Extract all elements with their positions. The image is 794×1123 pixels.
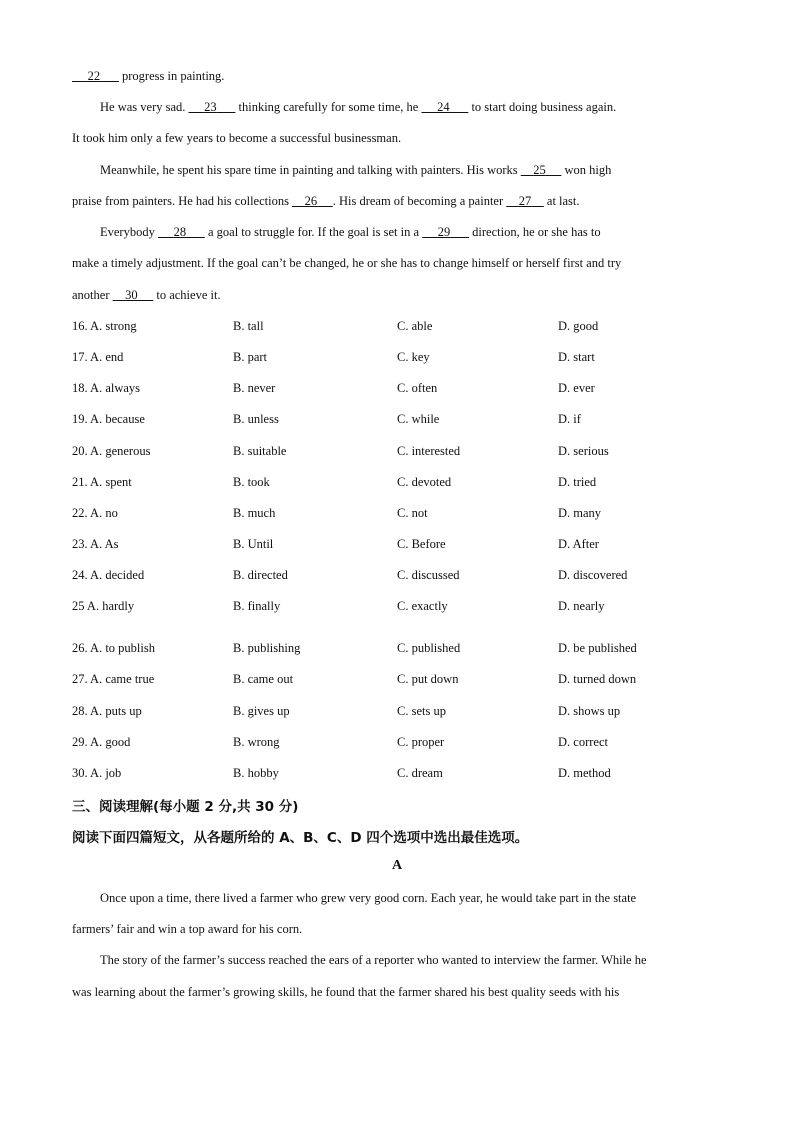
option-c[interactable]: C. key <box>397 350 430 364</box>
option-b[interactable]: B. publishing <box>233 641 301 655</box>
option-a[interactable]: 20. A. generous <box>72 444 151 458</box>
section-instruction: 阅读下面四篇短文，从各题所给的 A、B、C、D 四个选项中选出最佳选项。 <box>72 830 529 846</box>
blank-28[interactable]: 28 <box>173 225 187 239</box>
option-d[interactable]: D. good <box>558 319 599 333</box>
option-c[interactable]: C. often <box>397 381 438 395</box>
option-a[interactable]: 26. A. to publish <box>72 641 155 655</box>
option-b[interactable]: B. unless <box>233 412 279 426</box>
option-a[interactable]: 30. A. job <box>72 766 122 780</box>
option-a[interactable]: 21. A. spent <box>72 475 132 489</box>
option-a[interactable]: 25 A. hardly <box>72 599 135 613</box>
option-b[interactable]: B. much <box>233 506 276 520</box>
blank-24[interactable]: 24 <box>437 100 450 114</box>
option-a[interactable]: 18. A. always <box>72 381 141 395</box>
cloze-line: another 30 to achieve it. <box>72 288 221 302</box>
option-a[interactable]: 17. A. end <box>72 350 124 364</box>
option-d[interactable]: D. nearly <box>558 599 605 613</box>
section-title: 三、阅读理解(每小题 2 分,共 30 分) <box>72 799 299 815</box>
passage-line: The story of the farmer’s success reached the ears of a reporter who wanted to interview the farmer. While he <box>100 953 647 967</box>
option-b[interactable]: B. part <box>233 350 268 364</box>
option-d[interactable]: D. ever <box>558 381 595 395</box>
passage-line: Once upon a time, there lived a farmer who grew very good corn. Each year, he would take part in the state <box>100 891 637 905</box>
option-b[interactable]: B. finally <box>233 599 281 613</box>
option-b[interactable]: B. directed <box>233 568 288 582</box>
option-b[interactable]: B. never <box>233 381 276 395</box>
option-b[interactable]: B. wrong <box>233 735 280 749</box>
option-b[interactable]: B. gives up <box>233 704 290 718</box>
passage-line: was learning about the farmer’s growing skills, he found that the farmer shared his best quality seeds with his <box>72 985 620 999</box>
blank-27[interactable]: 27 <box>518 194 532 208</box>
passage-line: farmers’ fair and win a top award for his corn. <box>72 922 303 936</box>
option-a[interactable]: 24. A. decided <box>72 568 145 582</box>
option-a[interactable]: 22. A. no <box>72 506 118 520</box>
option-b[interactable]: B. hobby <box>233 766 279 780</box>
cloze-line: He was very sad. 23 thinking carefully for some time, he 24 to start doing business again. <box>100 100 617 114</box>
cloze-line: It took him only a few years to become a successful businessman. <box>72 131 402 145</box>
cloze-line: make a timely adjustment. If the goal can’t be changed, he or she has to change himself or herself first and try <box>72 256 622 270</box>
option-c[interactable]: C. dream <box>397 766 443 780</box>
option-c[interactable]: C. able <box>397 319 433 333</box>
option-c[interactable]: C. Before <box>397 537 446 551</box>
option-b[interactable]: B. suitable <box>233 444 287 458</box>
option-d[interactable]: D. correct <box>558 735 608 749</box>
option-d[interactable]: D. be published <box>558 641 637 655</box>
option-b[interactable]: B. came out <box>233 672 294 686</box>
blank-23[interactable]: 23 <box>204 100 217 114</box>
option-d[interactable]: D. After <box>558 537 599 551</box>
option-c[interactable]: C. published <box>397 641 461 655</box>
option-d[interactable]: D. discovered <box>558 568 628 582</box>
option-a[interactable]: 28. A. puts up <box>72 704 142 718</box>
option-a[interactable]: 16. A. strong <box>72 319 137 333</box>
blank-29[interactable]: 29 <box>437 225 451 239</box>
blank-26[interactable]: 26 <box>304 194 318 208</box>
option-d[interactable]: D. if <box>558 412 581 426</box>
option-c[interactable]: C. while <box>397 412 440 426</box>
option-b[interactable]: B. tall <box>233 319 264 333</box>
option-b[interactable]: B. Until <box>233 537 274 551</box>
option-d[interactable]: D. turned down <box>558 672 637 686</box>
option-c[interactable]: C. interested <box>397 444 461 458</box>
passage-label: A <box>391 858 403 873</box>
option-c[interactable]: C. sets up <box>397 704 446 718</box>
option-c[interactable]: C. not <box>397 506 428 520</box>
option-a[interactable]: 23. A. As <box>72 537 119 551</box>
cloze-line: Meanwhile, he spent his spare time in painting and talking with painters. His works 25 won high <box>100 163 612 177</box>
option-d[interactable]: D. shows up <box>558 704 621 718</box>
blank-30[interactable]: 30 <box>125 288 138 302</box>
cloze-line: Everybody 28 a goal to struggle for. If the goal is set in a 29 direction, he or she has to <box>100 225 601 239</box>
cloze-line: 22 progress in painting. <box>72 68 224 84</box>
blank-22[interactable]: 22 <box>87 69 101 83</box>
option-d[interactable]: D. method <box>558 766 611 780</box>
option-d[interactable]: D. many <box>558 506 602 520</box>
blank-25[interactable]: 25 <box>533 163 546 177</box>
option-c[interactable]: C. proper <box>397 735 445 749</box>
option-b[interactable]: B. took <box>233 475 270 489</box>
option-d[interactable]: D. tried <box>558 475 597 489</box>
option-a[interactable]: 19. A. because <box>72 412 145 426</box>
option-d[interactable]: D. start <box>558 350 595 364</box>
cloze-line: praise from painters. He had his collections 26 . His dream of becoming a painter 27 at last. <box>72 194 580 208</box>
option-c[interactable]: C. put down <box>397 672 459 686</box>
option-d[interactable]: D. serious <box>558 444 609 458</box>
option-a[interactable]: 29. A. good <box>72 735 131 749</box>
option-a[interactable]: 27. A. came true <box>72 672 155 686</box>
option-c[interactable]: C. exactly <box>397 599 448 613</box>
option-c[interactable]: C. discussed <box>397 568 460 582</box>
option-c[interactable]: C. devoted <box>397 475 452 489</box>
